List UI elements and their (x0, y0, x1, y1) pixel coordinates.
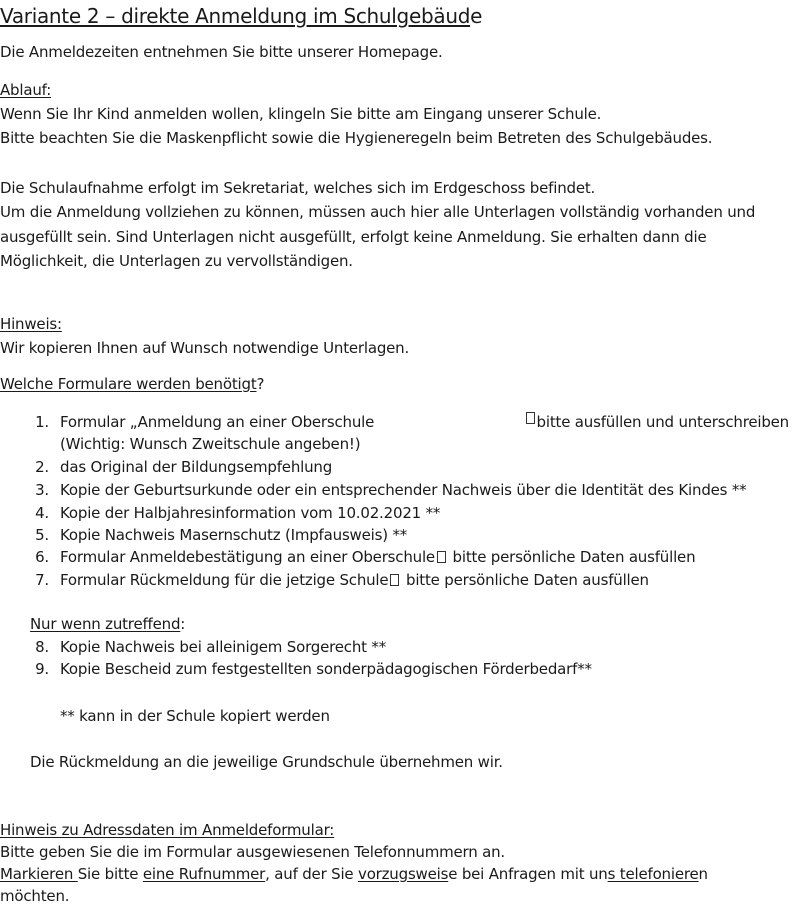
missing-glyph-box (526, 412, 535, 424)
title-tail: e (470, 4, 483, 28)
list-number: 5. (35, 526, 49, 544)
ablauf-heading: Ablauf: (0, 81, 52, 99)
text-segment: , auf der Sie (265, 865, 359, 883)
ablauf-line-1: Wenn Sie Ihr Kind anmelden wollen, klingeln Sie bitte am Eingang unserer Schule. (0, 105, 602, 123)
intro-text: Die Anmeldezeiten entnehmen Sie bitte unserer Homepage. (0, 43, 443, 61)
item-text-b: bitte persönliche Daten ausfüllen (401, 571, 649, 589)
text-segment: s telefoniere (607, 865, 699, 883)
list-number: 3. (35, 481, 49, 499)
item-line-2: (Wichtig: Wunsch Zweitschule angeben!) (60, 435, 361, 453)
ablauf-line-2: Bitte beachten Sie die Maskenpflicht sowie die Hygieneregeln beim Betreten des Schulgebäudes. (0, 129, 713, 147)
sub-heading-rest: : (180, 615, 186, 633)
rueckmeldung-text: Die Rückmeldung an die jeweilige Grundschule übernehmen wir. (30, 753, 503, 771)
list-item-text: Kopie Nachweis bei alleinigem Sorgerecht ** (60, 638, 386, 656)
formulare-heading-underlined: Welche Formulare werden benötigt (0, 375, 257, 393)
text-segment: n (698, 865, 708, 883)
text-segment: eine Rufnummer (142, 865, 266, 883)
list-number: 9. (35, 660, 49, 678)
ablauf-para2-line-4: Möglichkeit, die Unterlagen zu vervollständigen. (0, 252, 353, 270)
hinweis-text: Wir kopieren Ihnen auf Wunsch notwendige Unterlagen. (0, 339, 410, 357)
list-item-text: Kopie Nachweis Masernschutz (Impfausweis) ** (60, 526, 408, 544)
ablauf-para2-line-2: Um die Anmeldung vollziehen zu können, müssen auch hier alle Unterlagen vollständig vorhanden und (0, 203, 756, 221)
text-segment: Markieren (0, 865, 78, 883)
list-number: 4. (35, 504, 49, 522)
list-number: 2. (35, 458, 49, 476)
list-number: 6. (35, 548, 49, 566)
ablauf-para2-line-3: ausgefüllt sein. Sind Unterlagen nicht ausgefüllt, erfolgt keine Anmeldung. Sie erhalten dann die (0, 228, 707, 246)
item-text-b: bitte ausfüllen und unterschreiben (536, 413, 789, 431)
item-text-a: Formular Anmeldebestätigung an einer Oberschule (60, 548, 435, 566)
item-text-a: Formular „Anmeldung an einer Oberschule (60, 413, 375, 431)
list-item-text: Kopie der Halbjahresinformation vom 10.02.2021 ** (60, 504, 441, 522)
sub-heading (30, 614, 185, 634)
item-text-a: Formular Rückmeldung für die jetzige Schule (60, 571, 389, 589)
text-segment: e bei Anfragen mit un (448, 865, 608, 883)
list-item-text: Kopie Bescheid zum festgestellten sonderpädagogischen Förderbedarf** (60, 660, 592, 678)
missing-glyph-box (437, 551, 446, 563)
text-segment: vorzugsweis (358, 865, 449, 883)
list-item-text (60, 412, 789, 432)
page-title (0, 3, 482, 29)
list-number: 7. (35, 571, 49, 589)
adress-heading: Hinweis zu Adressdaten im Anmeldeformular: (0, 821, 335, 839)
list-number: 8. (35, 638, 49, 656)
list-item-text (60, 547, 695, 567)
item-text-b-wrap (524, 412, 789, 432)
title-underlined: Variante 2 – direkte Anmeldung im Schulgebäud (0, 4, 471, 28)
text-segment: Sie bitte (77, 865, 143, 883)
missing-glyph-box (390, 574, 399, 586)
copy-note: ** kann in der Schule kopiert werden (60, 707, 330, 725)
list-number: 1. (35, 413, 49, 431)
list-item-text: Kopie der Geburtsurkunde oder ein entsprechender Nachweis über die Identität des Kindes ** (60, 481, 747, 499)
formulare-heading (0, 374, 264, 394)
item-text-b: bitte persönliche Daten ausfüllen (447, 548, 696, 566)
formulare-heading-rest: ? (256, 375, 265, 393)
list-item-text: das Original der Bildungsempfehlung (60, 458, 333, 476)
ablauf-para2-line-1: Die Schulaufnahme erfolgt im Sekretariat, welches sich im Erdgeschoss befindet. (0, 179, 596, 197)
adress-line-2 (0, 864, 708, 884)
hinweis-heading: Hinweis: (0, 315, 62, 333)
sub-heading-underlined: Nur wenn zutreffend (30, 615, 181, 633)
adress-line-3: möchten. (0, 887, 70, 905)
list-item-text (60, 570, 649, 590)
adress-line-1: Bitte geben Sie die im Formular ausgewiesenen Telefonnummern an. (0, 843, 505, 861)
